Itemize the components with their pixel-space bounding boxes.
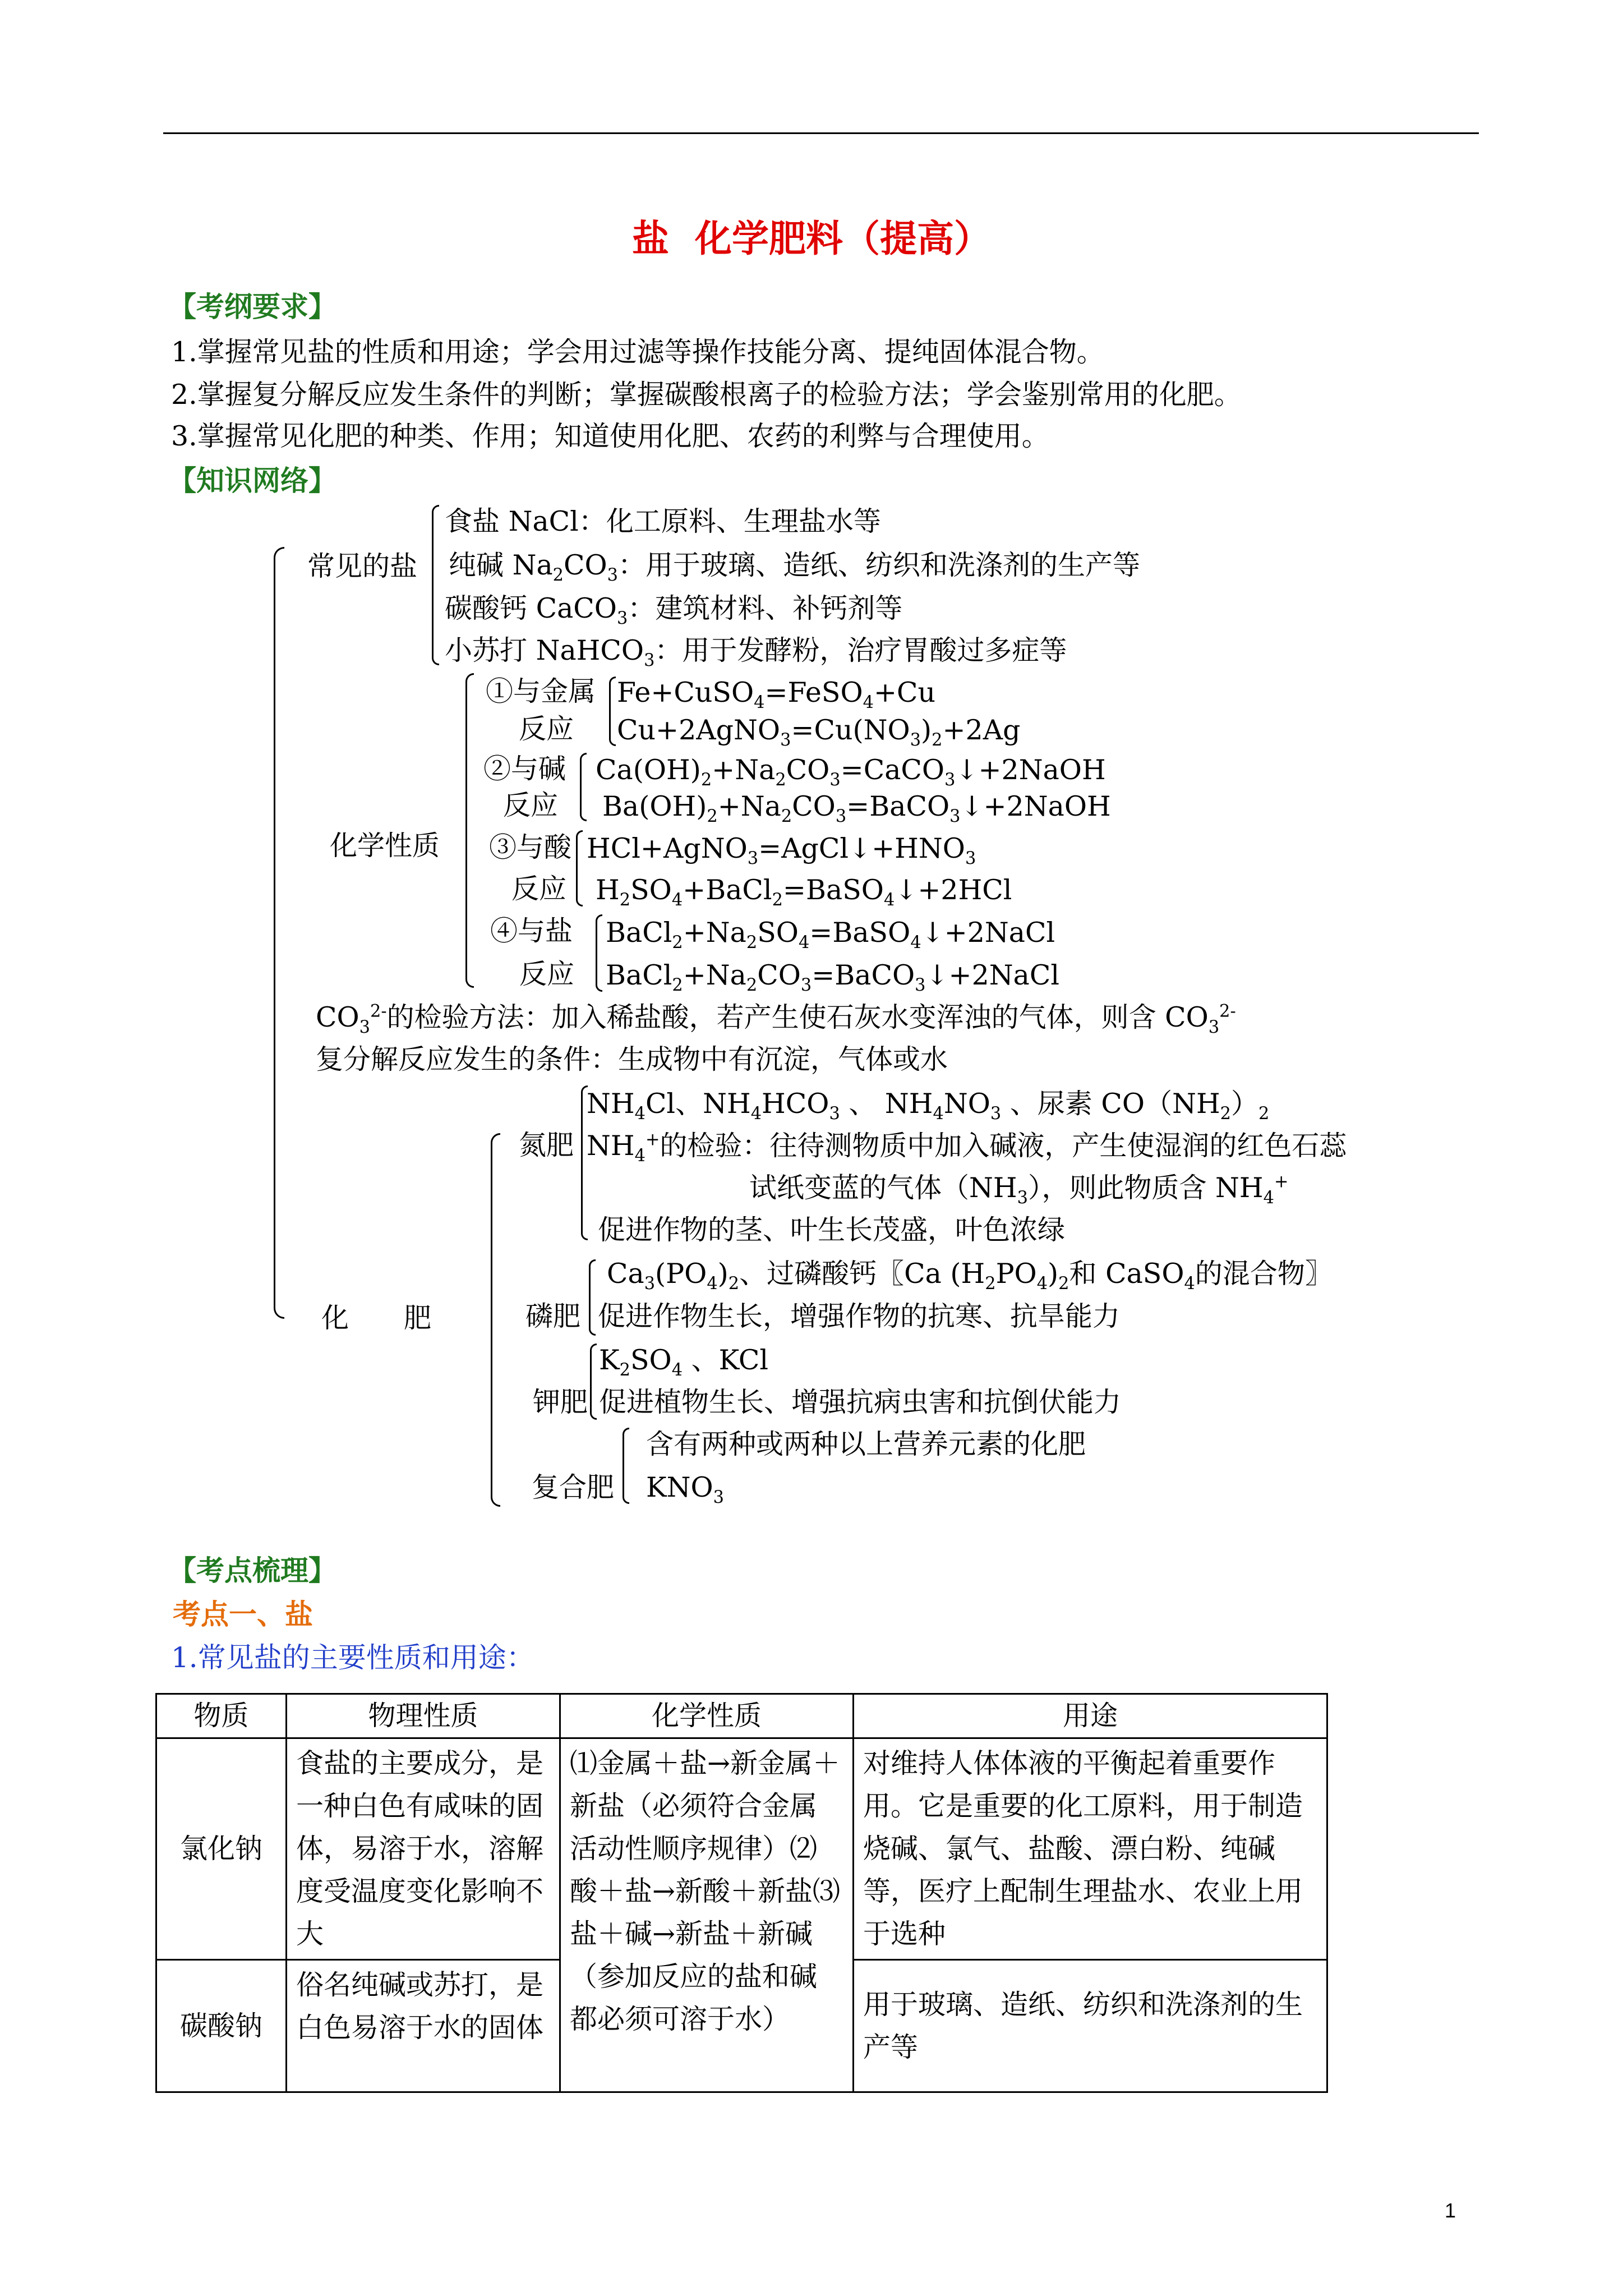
fertilizer-brace [491, 1133, 500, 1507]
rxn-metal-label1: ①与金属 [486, 675, 596, 707]
header-physical: 物理性质 [287, 1694, 560, 1738]
page-title: 盐 化学肥料（提高） [632, 217, 991, 260]
cell-use: 对维持人体体液的平衡起着重要作用。它是重要的化工原料，用于制造烧碱、氯气、盐酸、漂白粉、纯碱等，医疗上配制生理盐水、农业上用于选种 [854, 1738, 1327, 1960]
header-chemical: 化学性质 [560, 1694, 854, 1738]
rxn-base-brace [580, 753, 587, 821]
network-header: 【知识网络】 [168, 464, 336, 497]
rxn-salt-eq2: $BaCl_2+Na_2CO_3=BaCO_3↓+2NaCl$ [606, 959, 1060, 995]
main-brace [274, 547, 284, 1319]
cell-use: 用于玻璃、造纸、纺织和洗涤剂的生产等 [854, 1960, 1327, 2092]
potassium-l2: 促进植物生长、增强抗病虫害和抗倒伏能力 [599, 1386, 1122, 1418]
cell-substance: 碳酸钠 [156, 1960, 287, 2092]
compound-brace [623, 1428, 629, 1504]
compound-label: 复合肥 [532, 1471, 615, 1503]
potassium-l1: $K_2SO_4$ 、KCl [599, 1344, 769, 1380]
outline-item-3: 3.掌握常见化肥的种类、作用；知道使用化肥、农药的利弊与合理使用。 [171, 420, 1049, 452]
outline-header: 【考纲要求】 [168, 290, 336, 323]
phosphorus-brace [589, 1259, 596, 1336]
rxn-acid-label1: ③与酸 [489, 831, 572, 863]
compound-l2: $KNO_3$ [646, 1471, 724, 1507]
potassium-label: 钾肥 [533, 1386, 588, 1418]
nitrogen-l3: 试纸变蓝的气体$(NH_3)$，则此物质含 $NH_4^+$ [749, 1172, 1289, 1208]
topic1-heading: 考点一、盐 [173, 1598, 313, 1631]
double-decomp: 复分解反应发生的条件：生成物中有沉淀，气体或水 [316, 1043, 948, 1075]
co3-test: $CO_3^{2-}$的检验方法：加入稀盐酸，若产生使石灰水变浑浊的气体，则含 $CO_3^{2-}$ [316, 1001, 1236, 1037]
outline-item-2: 2.掌握复分解反应发生条件的判断；掌握碳酸根离子的检验方法；学会鉴别常用的化肥。 [171, 379, 1242, 411]
cell-physical: 食盐的主要成分，是一种白色有咸味的固体，易溶于水，溶解度受温度变化影响不大 [287, 1738, 560, 1960]
nitrogen-l1: $NH_4Cl$、$NH_4HCO_3$ 、 $NH_4NO_3$ 、尿素 $CO(NH_2)_2$ [587, 1088, 1270, 1124]
nitrogen-l2: $NH_4^+$的检验：往待测物质中加入碱液，产生使湿润的红色石蕊 [587, 1130, 1347, 1166]
outline-item-1: 1.掌握常见盐的性质和用途；学会用过滤等操作技能分离、提纯固体混合物。 [171, 336, 1104, 368]
rxn-salt-eq1: $BaCl_2+Na_2SO_4=BaSO_4↓+2NaCl$ [606, 917, 1055, 953]
rxn-acid-label2: 反应 [511, 873, 567, 905]
rxn-metal-eq2: $Cu+2AgNO_3=Cu(NO_3)_2+2Ag$ [617, 714, 1021, 750]
salts-table [155, 1693, 1328, 2093]
rxn-salt-label2: 反应 [519, 958, 575, 990]
salt-na2co3: 纯碱 $Na_2CO_3$：用于玻璃、造纸、纺织和洗涤剂的生产等 [449, 549, 1141, 585]
header-use: 用途 [854, 1694, 1327, 1738]
phosphorus-label: 磷肥 [525, 1300, 581, 1332]
rxn-salt-brace [596, 914, 602, 992]
salt-nahco3: 小苏打 NaHCO$_3$：用于发酵粉，治疗胃酸过多症等 [445, 634, 1067, 670]
page-number: 1 [1445, 2199, 1456, 2222]
phosphorus-l2: 促进作物生长，增强作物的抗寒、抗旱能力 [598, 1300, 1121, 1332]
compound-l1: 含有两种或两种以上营养元素的化肥 [646, 1428, 1086, 1460]
common-salts-label: 常见的盐 [307, 550, 418, 582]
cell-chemical: ⑴金属＋盐→新金属＋新盐（必须符合金属活动性顺序规律）⑵酸＋盐→新酸＋新盐⑶盐＋碱→新盐＋新碱（参加反应的盐和碱都必须可溶于水） [560, 1738, 854, 2092]
salt-nacl: 食盐 NaCl：化工原料、生理盐水等 [445, 505, 881, 537]
topic1-subheading: 1.常见盐的主要性质和用途： [171, 1641, 534, 1674]
header-rule [163, 132, 1479, 134]
rxn-salt-label1: ④与盐 [490, 915, 573, 947]
salt-caco3: 碳酸钙 CaCO$_3$：建筑材料、补钙剂等 [445, 592, 903, 628]
rxn-metal-label2: 反应 [519, 713, 574, 745]
phosphorus-l1: $Ca_3(PO_4)_2$、过磷酸钙〖Ca $(H_2PO_4)_2$和 CaSO$_4$的混合物〗 [607, 1258, 1332, 1294]
chem-props-label: 化学性质 [330, 830, 440, 862]
table-header-row [156, 1694, 1327, 1738]
potassium-brace [590, 1343, 597, 1420]
nitrogen-label: 氮肥 [519, 1129, 574, 1161]
rxn-base-eq2: $Ba(OH)_2+Na_2CO_3=BaCO_3↓+2NaOH$ [602, 790, 1111, 826]
rxn-metal-eq1: Fe+CuSO$_4$=FeSO$_4$+Cu [617, 677, 936, 712]
rxn-base-label1: ②与碱 [483, 753, 566, 785]
rxn-acid-brace [576, 830, 583, 907]
review-header: 【考点梳理】 [168, 1554, 336, 1587]
rxn-acid-eq1: $HCl+AgNO_3=AgCl↓+HNO_3$ [587, 832, 976, 868]
cell-physical: 俗名纯碱或苏打，是白色易溶于水的固体 [287, 1960, 560, 2092]
header-substance: 物质 [156, 1694, 287, 1738]
fertilizer-label: 化 肥 [321, 1302, 432, 1334]
table-row [156, 1738, 1327, 1960]
rxn-base-eq1: $Ca(OH)_2+Na_2CO_3=CaCO_3↓+2NaOH$ [596, 754, 1106, 790]
nitrogen-l4: 促进作物的茎、叶生长茂盛，叶色浓绿 [598, 1214, 1066, 1246]
cell-substance: 氯化钠 [156, 1738, 287, 1960]
salts-brace [432, 505, 439, 665]
rxn-metal-brace [609, 677, 616, 746]
chem-brace [465, 673, 474, 988]
rxn-base-label2: 反应 [503, 789, 559, 821]
rxn-acid-eq2: $H_2SO_4+BaCl_2=BaSO_4↓+2HCl$ [596, 874, 1012, 910]
